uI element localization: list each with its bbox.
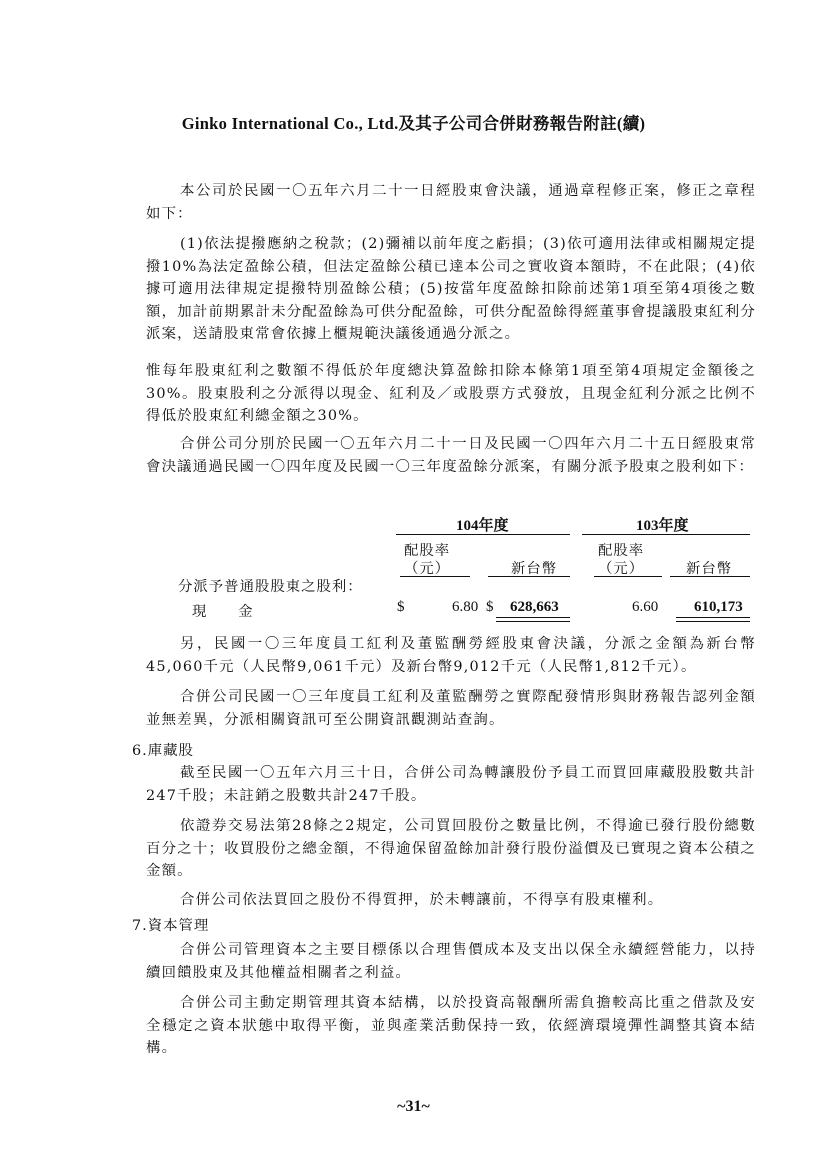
paragraph-bonus-difference: 合併公司民國一〇三年度員工紅利及董監酬勞之實際配發情形與財務報告認列金額並無差異，分派相關資訊可至公開資訊觀測站查詢。 — [146, 689, 756, 728]
amount-underline-104 — [488, 576, 570, 577]
paragraph-dividend-minimum: 惟每年股東紅利之數額不得低於年度總決算盈餘扣除本條第1項至第4項規定金額後之30%。股東股利之分派得以現金、紅利及／或股票方式發放，且現金紅利分派之比例不得低於股東紅利總金額之30%。 — [146, 363, 756, 424]
section-heading-treasury-stock: 6.庫藏股 — [132, 743, 194, 759]
amount-value-104: 628,663 — [510, 599, 559, 615]
amount-value-103: 610,173 — [694, 599, 743, 615]
column-header-103: 103年度 — [636, 518, 689, 534]
column-underline-104 — [396, 534, 570, 535]
amount-underline-103 — [670, 576, 750, 577]
rate-value-103: 6.60 — [632, 599, 659, 615]
paragraph-earnings-distribution-order: (1)依法提撥應納之稅款；(2)彌補以前年度之虧損；(3)依可適用法律或相關規定提撥10%為法定盈餘公積，但法定盈餘公積已達本公司之實收資本額時，不在此限；(4)依據可適用法律規定提撥特別盈餘公積；(5)按當年度盈餘扣除前述第1項至第4項後之數額，加計前期累計未分配盈餘為可供分配盈餘，可供分配盈餘得經董事會提議股東紅利分派案，送請股東常會依據上櫃規範決議後通過分派之。 — [146, 236, 756, 342]
paragraph-securities-act: 依證券交易法第28條之2規定，公司買回股份之數量比例，不得逾已發行股份總數百分之十；收買股份之總金額，不得逾保留盈餘加計發行股份溢價及已實現之資本公積之金額。 — [146, 818, 756, 879]
paragraph-dividend-resolution: 合併公司分別於民國一〇五年六月二十一日及民國一〇四年六月二十五日經股東常會決議通過民國一〇四年度及民國一〇三年度盈餘分派案，有關分派予股東之股利如下： — [146, 436, 756, 475]
section-heading-capital-management: 7.資本管理 — [132, 918, 210, 934]
page-title: Ginko International Co., Ltd.及其子公司合併財務報告附註(續) — [181, 114, 646, 133]
column-underline-103 — [582, 534, 750, 535]
rate-value-104: 6.80 — [452, 599, 479, 615]
amount-double-underline-103 — [676, 617, 750, 622]
row-label-cash: 現 金 — [192, 604, 254, 620]
row-label-common-dividend: 分派予普通股股東之股利： — [178, 579, 363, 595]
paragraph-treasury-shares: 截至民國一〇五年六月三十日，合併公司為轉讓股份予員工而買回庫藏股股數共計247千股；未註銷之股數共計247千股。 — [146, 765, 756, 804]
paragraph-capital-objective: 合併公司管理資本之主要目標係以合理售價成本及支出以保全永續經營能力，以持續回饋股東及其他權益相關者之利益。 — [146, 942, 756, 981]
rate-label-104: 配股率 — [404, 543, 451, 559]
page-number: ~31~ — [397, 1098, 430, 1115]
paragraph-articles-amendment: 本公司於民國一〇五年六月二十一日經股東會決議，通過章程修正案，修正之章程如下： — [146, 183, 756, 222]
currency-symbol-amount: $ — [486, 599, 494, 615]
column-header-104: 104年度 — [456, 518, 509, 534]
paragraph-no-pledge: 合併公司依法買回之股份不得質押，於未轉讓前，不得享有股東權利。 — [180, 892, 664, 908]
rate-unit-104: （元） — [404, 561, 451, 577]
paragraph-capital-structure: 合併公司主動定期管理其資本結構，以於投資高報酬所需負擔較高比重之借款及安全穩定之資本狀態中取得平衡，並與產業活動保持一致，依經濟環境彈性調整其資本結構。 — [146, 995, 756, 1056]
amount-double-underline-104 — [496, 617, 570, 622]
amount-label-104: 新台幣 — [511, 561, 558, 577]
rate-unit-103: （元） — [598, 561, 645, 577]
paragraph-employee-bonus: 另，民國一〇三年度員工紅利及董監酬勞經股東會決議，分派之金額為新台幣45,060千元（人民幣9,061千元）及新台幣9,012千元（人民幣1,812千元）。 — [146, 636, 756, 675]
rate-underline-103 — [594, 576, 662, 577]
rate-underline-104 — [400, 576, 470, 577]
rate-label-103: 配股率 — [598, 543, 645, 559]
currency-symbol-rate: $ — [397, 599, 405, 615]
amount-label-103: 新台幣 — [686, 561, 733, 577]
